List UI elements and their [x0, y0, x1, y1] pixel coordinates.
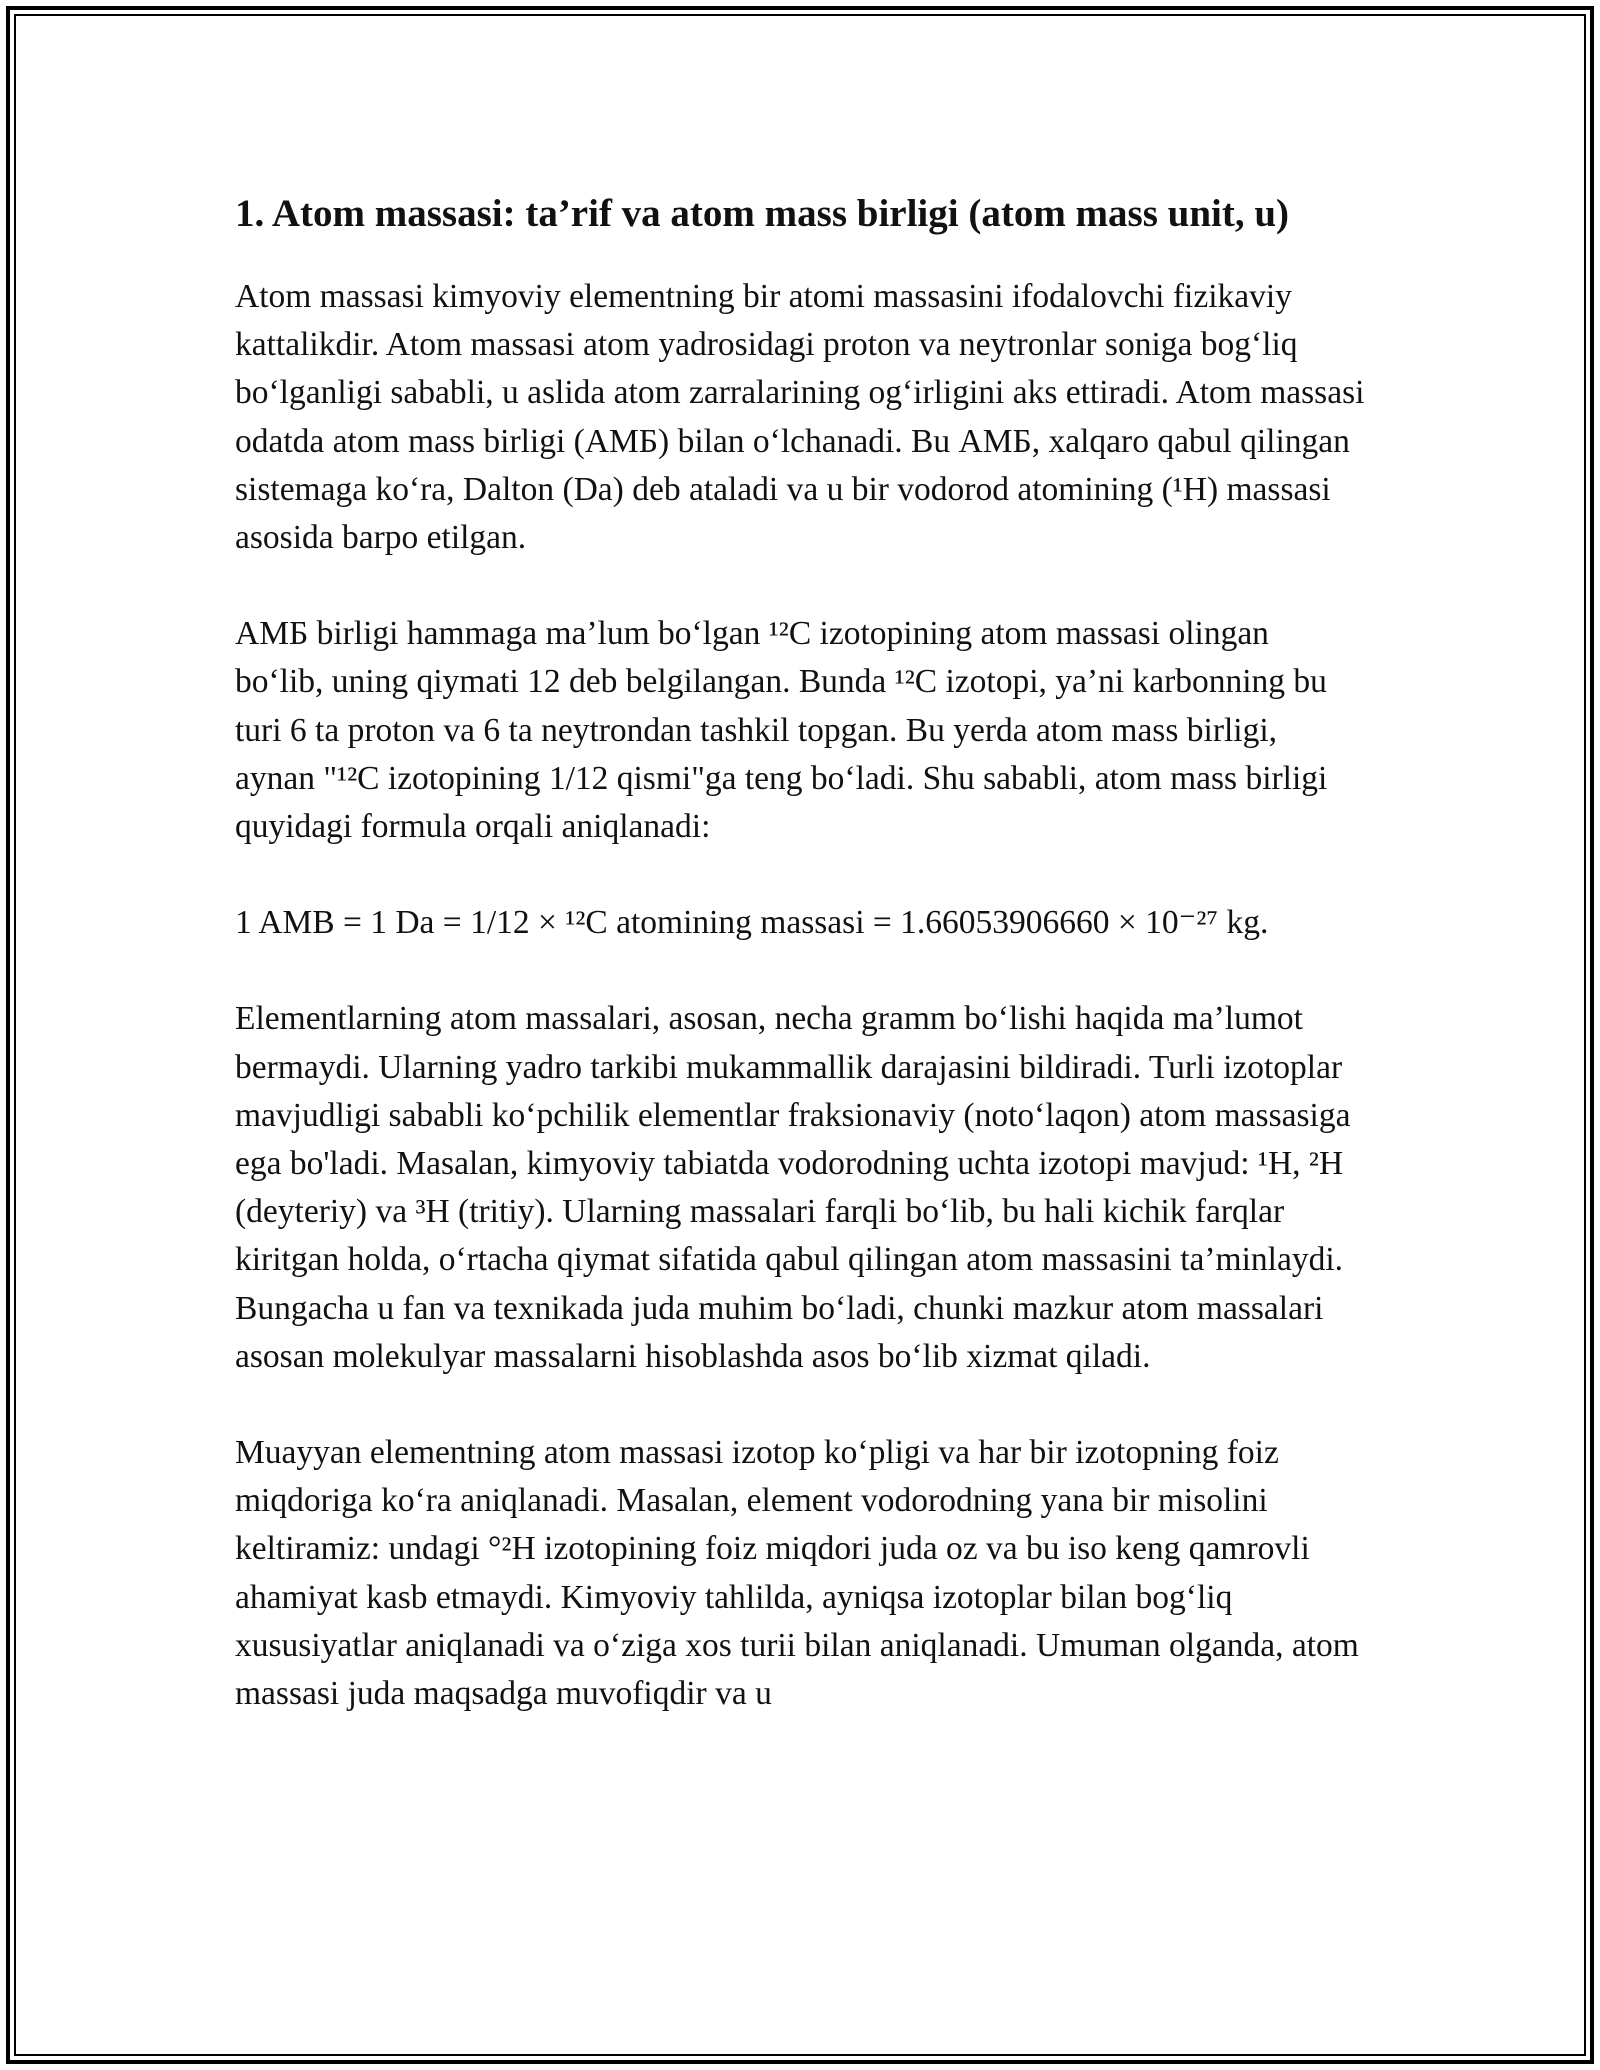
paragraph-abundance: Muayyan elementning atom massasi izotop ko‘pligi va har bir izotopning foiz miqdoriga ko‘ra aniqlanadi. Masalan, element vodorodning yana bir misolini keltiramiz: undagi °²H izotopining foiz miqdori juda oz va bu iso keng qamrovli ahamiyat kasb etmaydi. Kimyoviy tahlilda, ayniqsa izotoplar bilan bog‘liq xususiyatlar aniqlanadi va o‘ziga xos turii bilan aniqlanadi. Umuman olganda, atom massasi juda maqsadga muvofiqdir va u [235, 1434, 1359, 1713]
document-body [235, 186, 1365, 1766]
paragraph-isotopes: Elementlarning atom massalari, asosan, necha gramm bo‘lishi haqida ma’lumot bermaydi. Ularning yadro tarkibi mukammallik darajasini bildiradi. Turli izotoplar mavjudligi sababli ko‘pchilik elementlar fraksionaviy (noto‘laqon) atom massasiga ega bo'ladi. Masalan, kimyoviy tabiatda vodorodning uchta izotopi mavjud: ¹H, ²H (deyteriy) va ³H (tritiy). Ularning massalari farqli bo‘lib, bu hali kichik farqlar kiritgan holda, o‘rtacha qiymat sifatida qabul qilingan atom massasini ta’minlaydi. Bungacha u fan va texnikada juda muhim bo‘ladi, chunki mazkur atom massalari asosan molekulyar massalarni hisoblashda asos bo‘lib xizmat qiladi. [235, 1000, 1351, 1375]
paragraph-definition: Atom massasi kimyoviy elementning bir atomi massasini ifodalovchi fizikaviy kattalikdir. Atom massasi atom yadrosidagi proton va neytronlar soniga bog‘liq bo‘lganligi sababli, u aslida atom zarralarining og‘irligini aks ettiradi. Atom massasi odatda atom mass birligi (АМБ) bilan o‘lchanadi. Bu АМБ, xalqaro qabul qilingan sistemaga ko‘ra, Dalton (Da) deb ataladi va u bir vodorod atomining (¹H) massasi asosida barpo etilgan. [235, 278, 1365, 557]
paragraph-amu-carbon: АМБ birligi hammaga ma’lum bo‘lgan ¹²C izotopining atom massasi olingan bo‘lib, uning qiymati 12 deb belgilangan. Bunda ¹²C izotopi, ya’ni karbonning bu turi 6 ta proton va 6 ta neytrondan tashkil topgan. Bu yerda atom mass birligi, aynan "¹²C izotopining 1/12 qismi"ga teng bo‘ladi. Shu sababli, atom mass birligi quyidagi formula orqali aniqlanadi: [235, 615, 1328, 846]
paragraph-formula: 1 AMB = 1 Da = 1/12 × ¹²C atomining massasi = 1.66053906660 × 10⁻²⁷ kg. [235, 904, 1269, 942]
section-heading: 1. Atom massasi: ta’rif va atom mass birligi (atom mass unit, u) [235, 192, 1290, 235]
